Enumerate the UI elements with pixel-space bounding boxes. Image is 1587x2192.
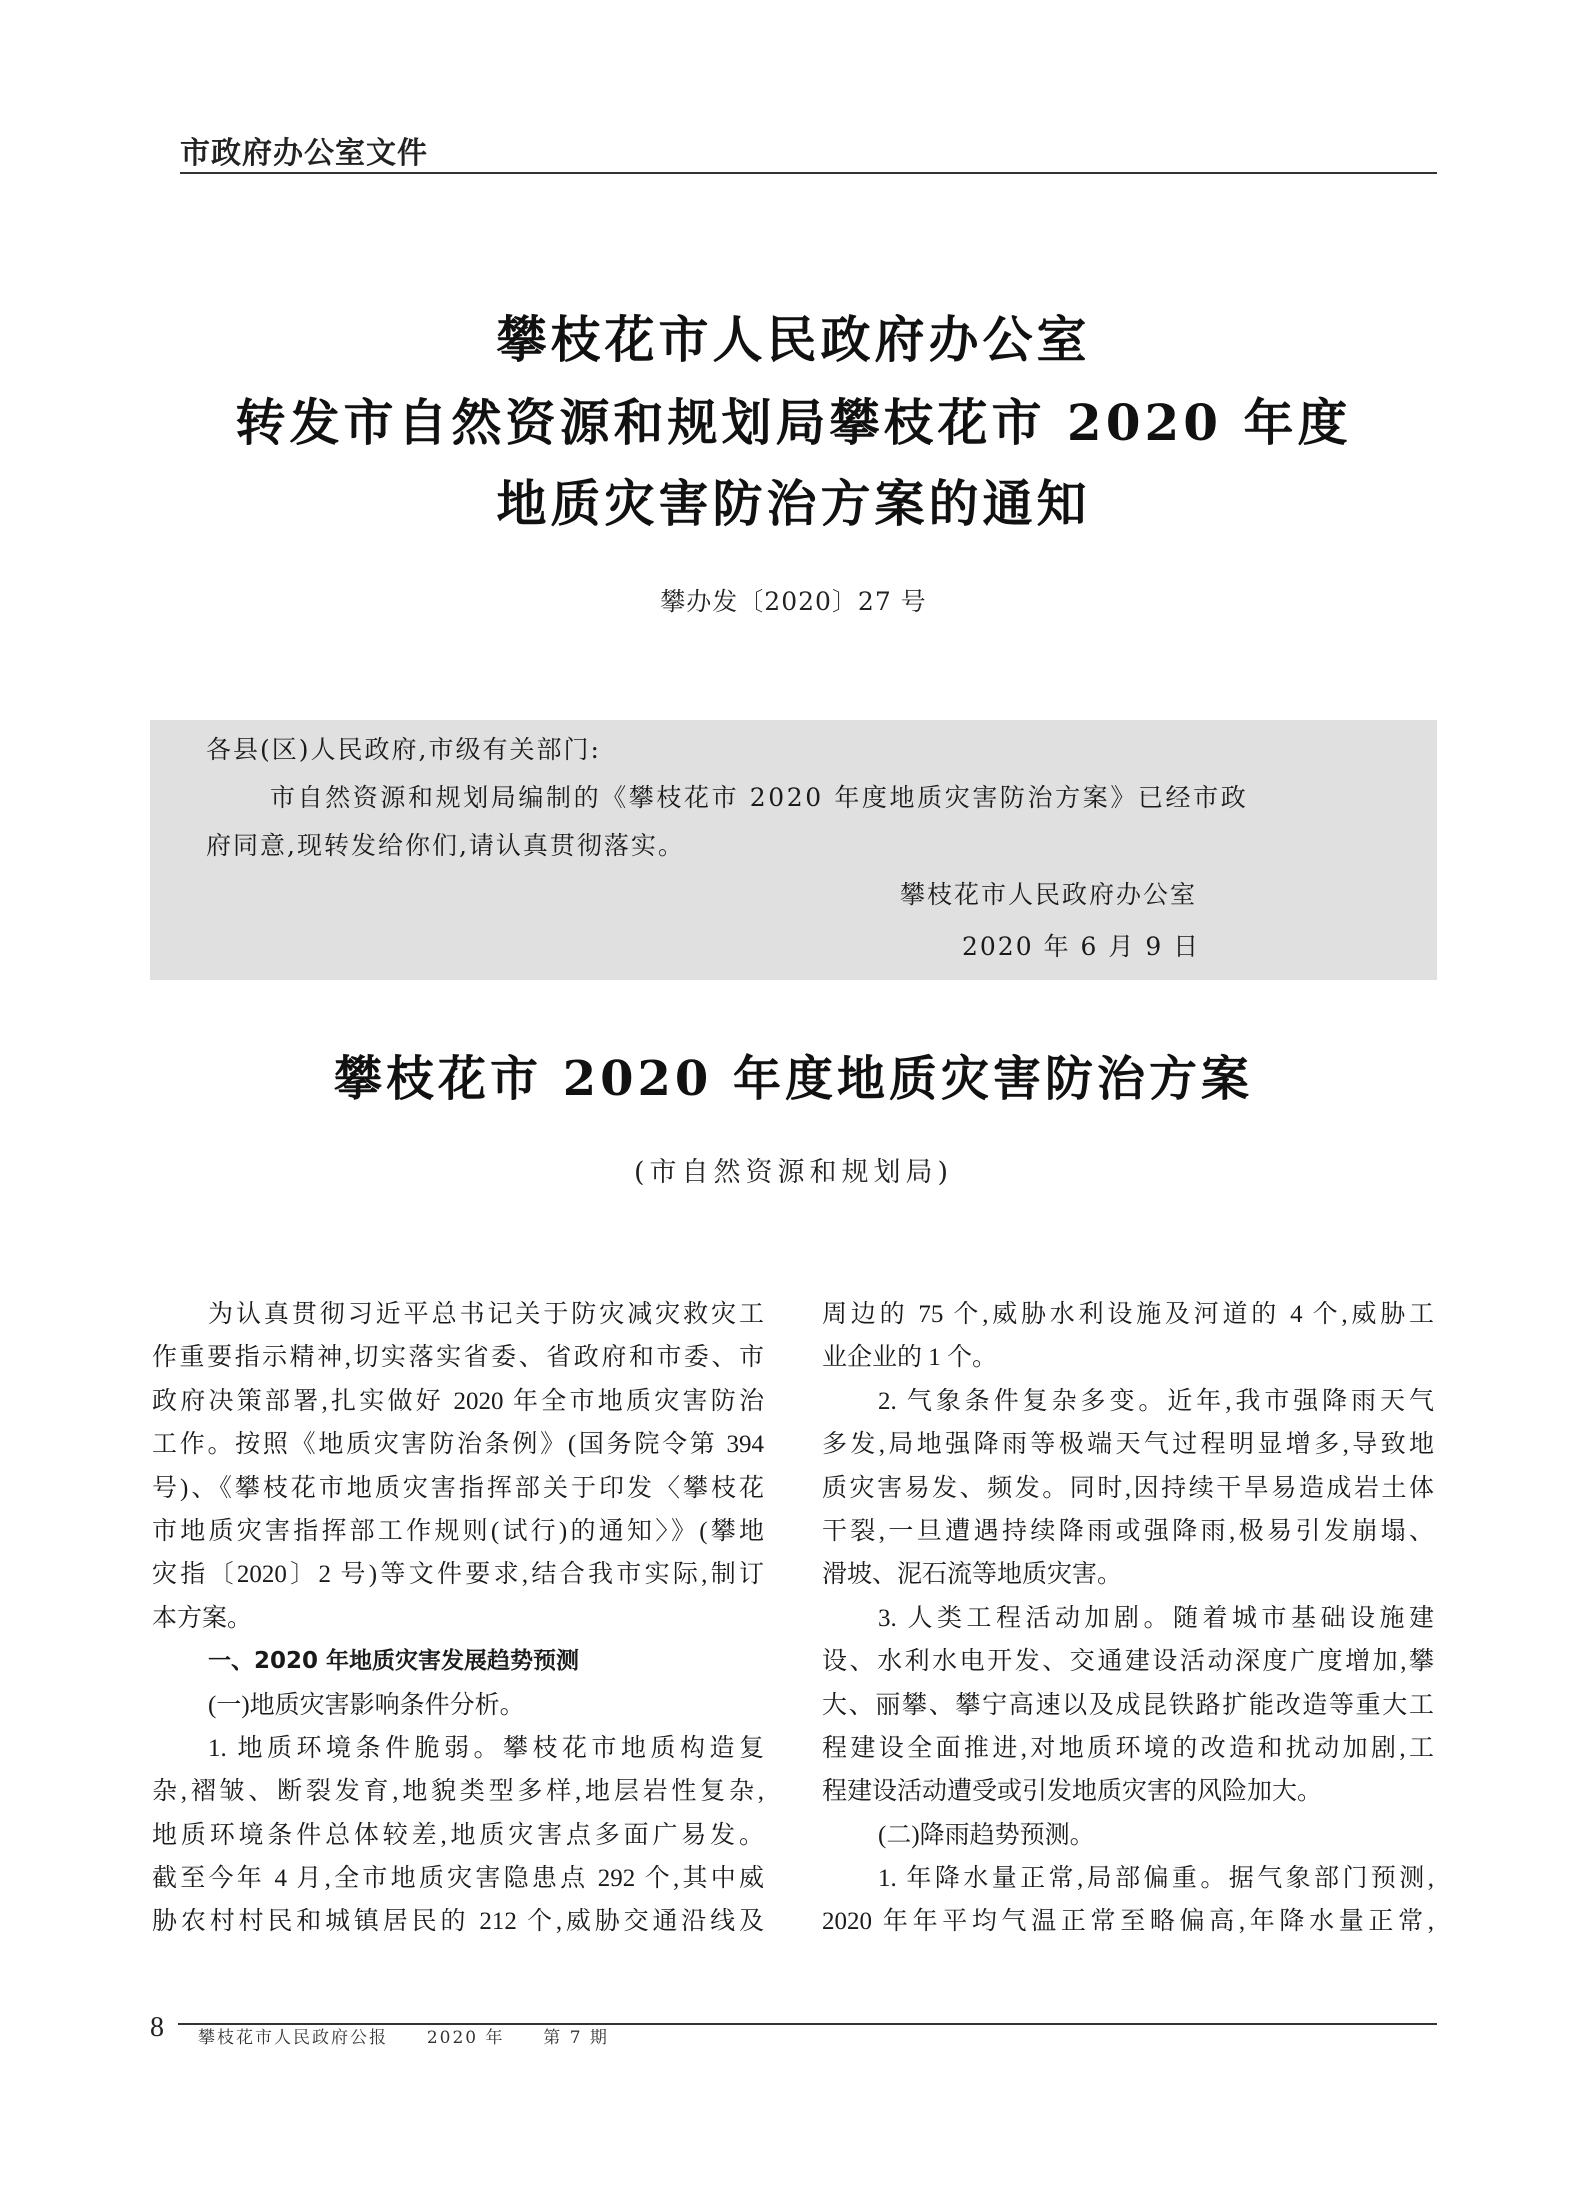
paragraph-line: 3. 人类工程活动加剧。随着城市基础设施建 [878, 1604, 1434, 1632]
notice-body-line-1: 市自然资源和规划局编制的《攀枝花市 2020 年度地质灾害防治方案》已经市政 [270, 783, 1249, 812]
paragraph-line: 设、水利水电开发、交通建设活动深度广度增加,攀 [822, 1648, 1434, 1676]
notice-addressee: 各县(区)人民政府,市级有关部门: [206, 735, 601, 764]
paragraph-line: 胁农村村民和城镇居民的 212 个,威胁交通沿线及 [152, 1908, 764, 1936]
paragraph-line: 程建设活动遭受或引发地质灾害的风险加大。 [822, 1778, 1323, 1806]
paragraph-line: 市地质灾害指挥部工作规则(试行)的通知〉》(攀地 [152, 1517, 764, 1545]
notice-signature: 攀枝花市人民政府办公室 [900, 880, 1198, 909]
notice-title-line-1: 攀枝花市人民政府办公室 [496, 310, 1091, 369]
paragraph-line: 周边的 75 个,威胁水利设施及河道的 4 个,威胁工 [822, 1301, 1434, 1328]
footer-issue: 第 7 期 [543, 2028, 609, 2048]
notice-date: 2020 年 6 月 9 日 [962, 932, 1201, 961]
paragraph-line: 本方案。 [152, 1604, 253, 1632]
footer-rule [178, 2023, 1437, 2025]
paragraph-line: 1. 年降水量正常,局部偏重。据气象部门预测, [878, 1865, 1434, 1893]
header-rule [180, 172, 1437, 174]
running-head: 市政府办公室文件 [180, 136, 428, 171]
body-column-right [822, 1293, 1434, 1944]
plan-title: 攀枝花市 2020 年度地质灾害防治方案 [333, 1051, 1254, 1107]
paragraph-line: 杂,褶皱、断裂发育,地貌类型多样,地层岩性复杂, [152, 1778, 764, 1806]
paragraph-line: 业企业的 1 个。 [822, 1344, 998, 1372]
paragraph-line: 质灾害易发、频发。同时,因持续干旱易造成岩土体 [822, 1474, 1434, 1502]
paragraph-line: 作重要指示精神,切实落实省委、省政府和市委、市 [152, 1344, 764, 1372]
paragraph-line: 工作。按照《地质灾害防治条例》(国务院令第 394 [152, 1431, 764, 1459]
footer-year: 2020 年 [426, 2028, 505, 2048]
paragraph-line: 地质环境条件总体较差,地质灾害点多面广易发。 [152, 1821, 764, 1849]
notice-title-line-2: 转发市自然资源和规划局攀枝花市 2020 年度 [235, 393, 1352, 452]
body-column-left [152, 1293, 764, 1944]
paragraph-line: 2020 年年平均气温正常至略偏高,年降水量正常, [822, 1908, 1434, 1936]
document-number: 攀办发〔2020〕27 号 [660, 587, 927, 616]
paragraph-line: 滑坡、泥石流等地质灾害。 [822, 1561, 1123, 1589]
paragraph-line: 为认真贯彻习近平总书记关于防灾减灾救灾工 [208, 1301, 764, 1328]
paragraph-line: 灾指〔2020〕2 号)等文件要求,结合我市实际,制订 [152, 1561, 764, 1589]
paragraph-line: 截至今年 4 月,全市地质灾害隐患点 292 个,其中威 [152, 1865, 764, 1893]
footer-publication-info [198, 2027, 609, 2049]
paragraph-line: 多发,局地强降雨等极端天气过程明显增多,导致地 [822, 1431, 1434, 1459]
footer-publication: 攀枝花市人民政府公报 [198, 2028, 388, 2048]
paragraph-line: 号)、《攀枝花市地质灾害指挥部关于印发〈攀枝花 [152, 1474, 764, 1502]
paragraph-line: 2. 气象条件复杂多变。近年,我市强降雨天气 [878, 1387, 1434, 1415]
paragraph-line: 1. 地质环境条件脆弱。攀枝花市地质构造复 [208, 1734, 764, 1762]
paragraph-line: 程建设全面推进,对地质环境的改造和扰动加剧,工 [822, 1734, 1434, 1762]
paragraph-line: 干裂,一旦遭遇持续降雨或强降雨,极易引发崩塌、 [822, 1517, 1434, 1545]
plan-subtitle: (市自然资源和规划局) [633, 1157, 954, 1188]
subsection-heading: (二)降雨趋势预测。 [878, 1821, 1095, 1849]
notice-title-line-3: 地质灾害防治方案的通知 [496, 474, 1091, 533]
paragraph-line: 政府决策部署,扎实做好 2020 年全市地质灾害防治 [152, 1387, 764, 1415]
section-heading: 一、2020 年地质灾害发展趋势预测 [208, 1648, 580, 1675]
page-number: 8 [150, 2012, 164, 2043]
paragraph-line: 大、丽攀、攀宁高速以及成昆铁路扩能改造等重大工 [822, 1691, 1434, 1719]
subsection-heading: (一)地质灾害影响条件分析。 [208, 1691, 525, 1719]
notice-body-line-2: 府同意,现转发给你们,请认真贯彻落实。 [206, 831, 685, 860]
